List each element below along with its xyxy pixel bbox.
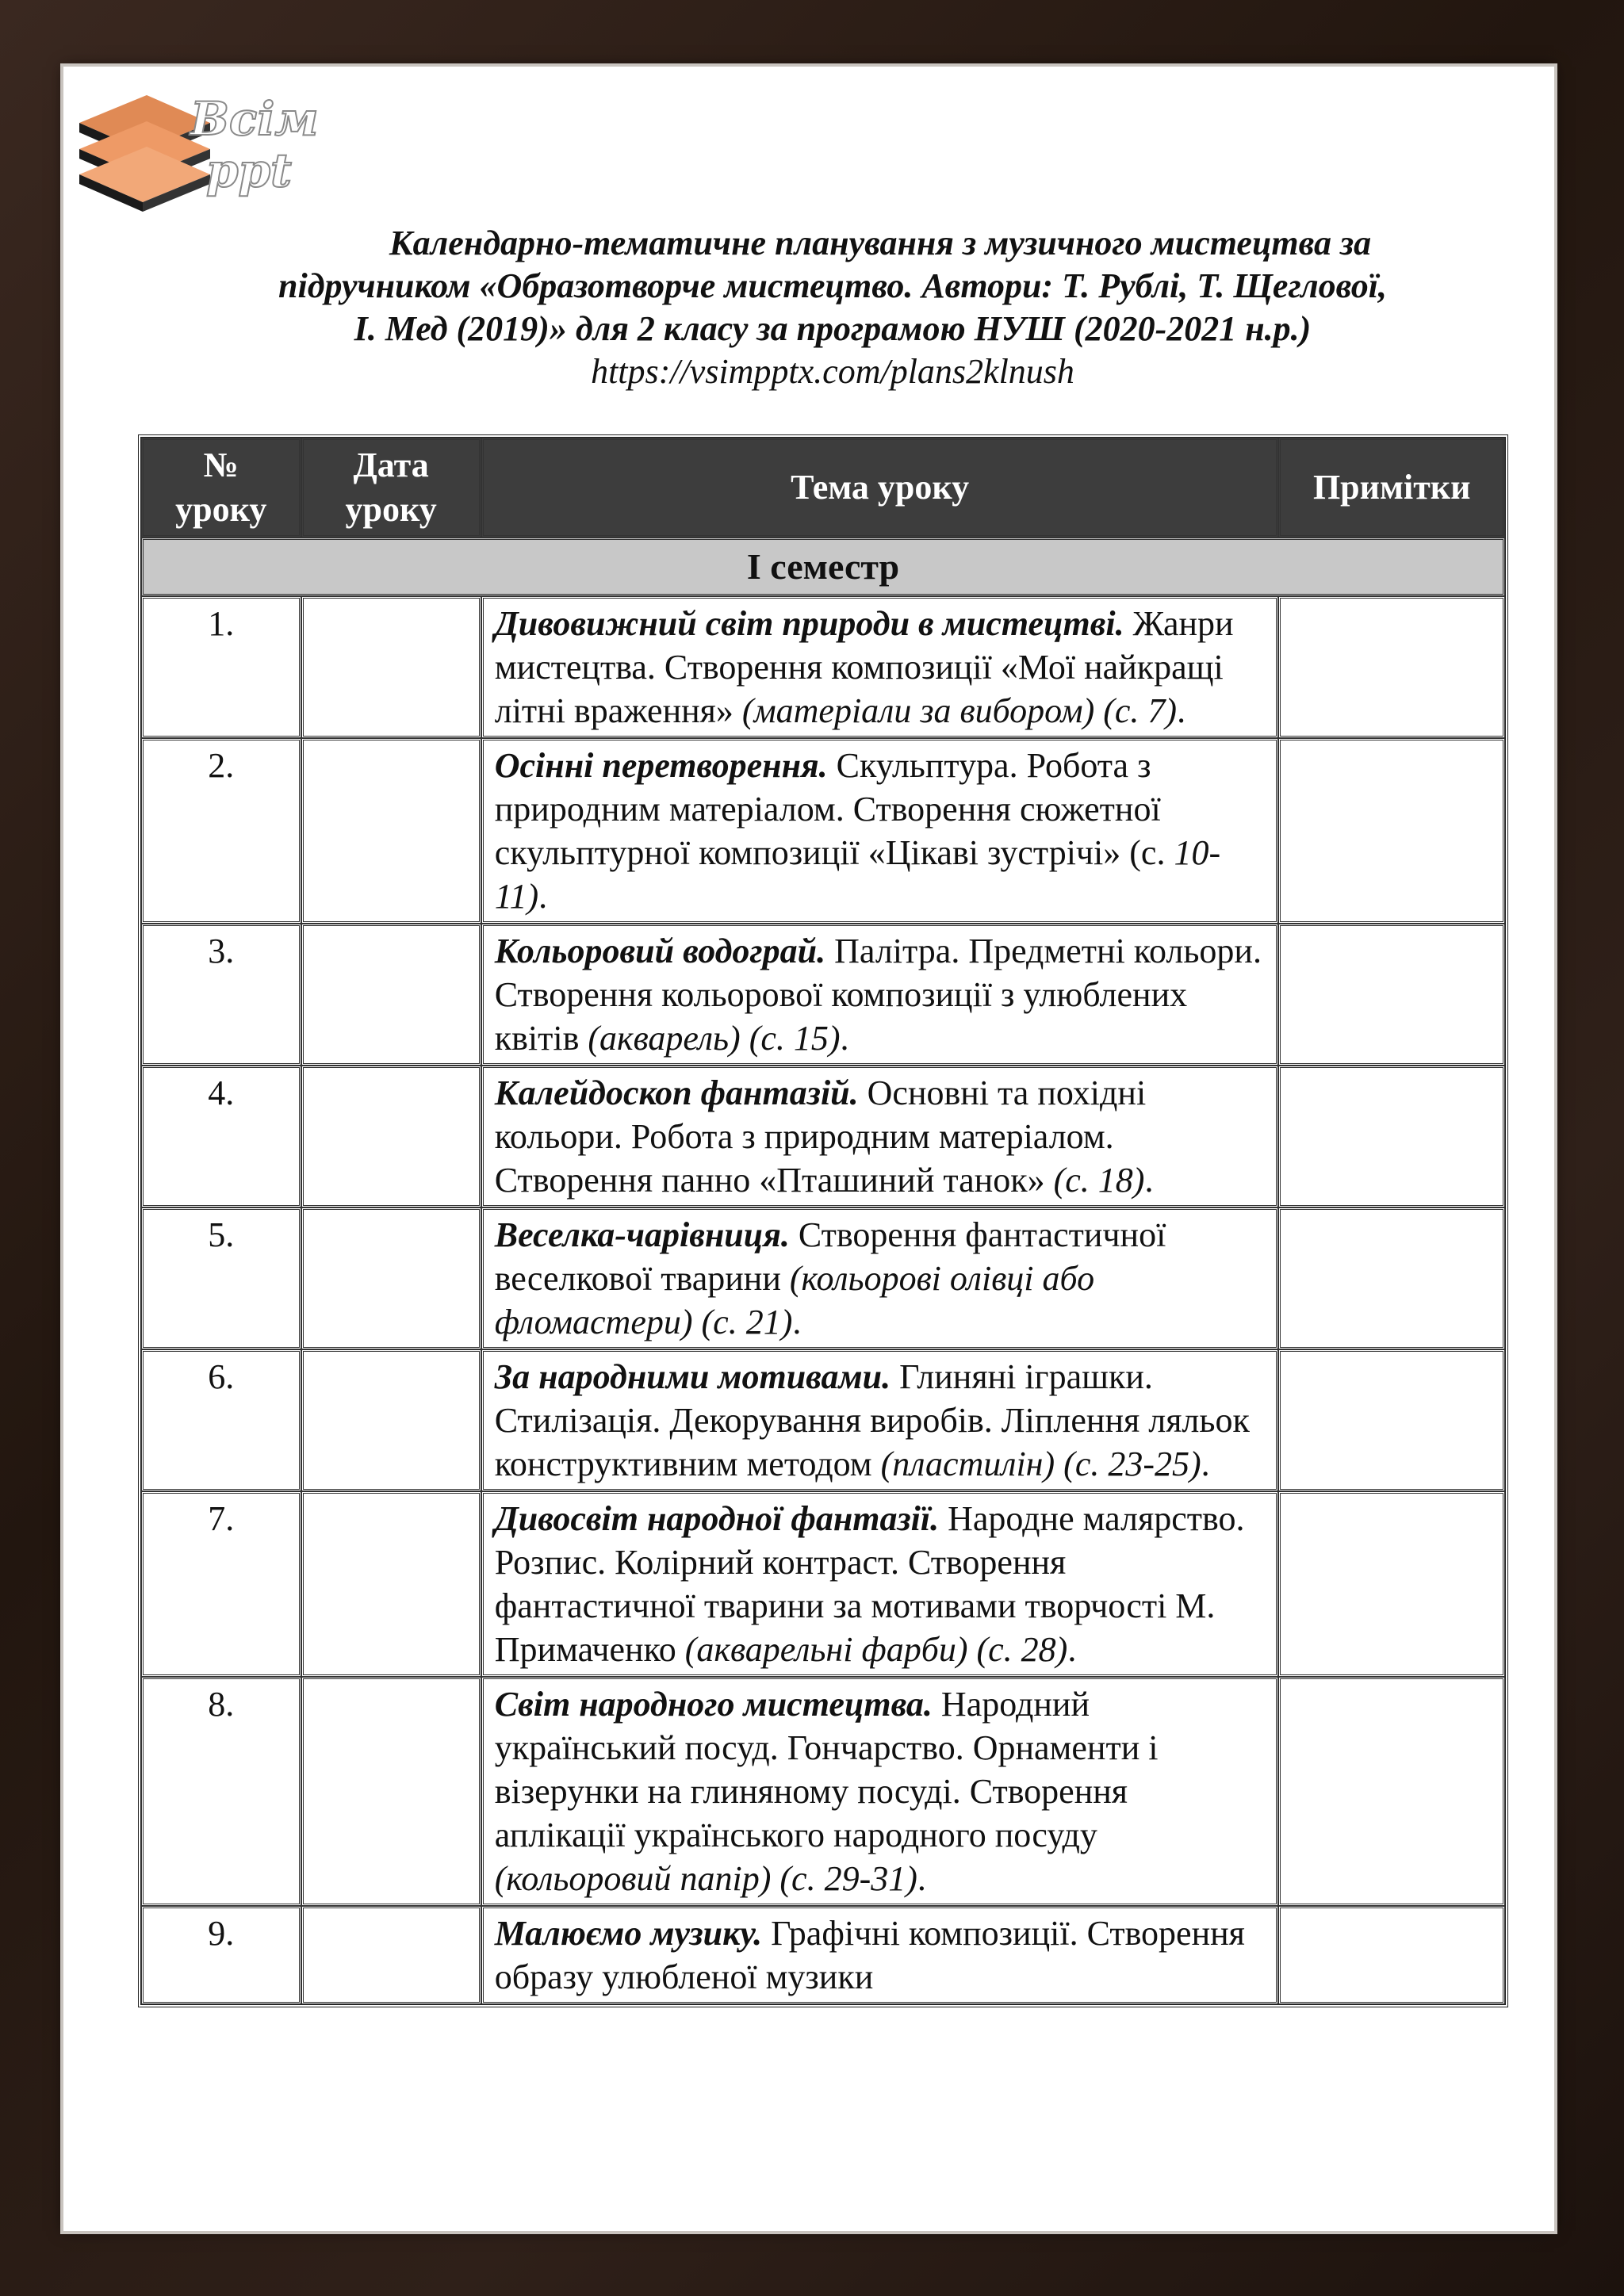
lesson-title: Калейдоскоп фантазій. bbox=[494, 1073, 859, 1112]
lesson-title: Малюємо музику. bbox=[494, 1914, 763, 1953]
lesson-number: 2. bbox=[141, 738, 301, 924]
lesson-materials: (кольорові олівці або фломастери) (с. 21) bbox=[494, 1259, 1095, 1341]
lesson-topic bbox=[481, 1677, 1279, 1906]
lesson-end: . bbox=[538, 877, 548, 916]
title-line-3: І. Мед (2019)» для 2 класу за програмою НУШ (2020-2021 н.р.) bbox=[354, 309, 1312, 348]
lesson-notes bbox=[1278, 738, 1505, 924]
lesson-text: Скульптура. Робота з природним матеріалом. Створення сюжетної скульптурної композиції «Цікаві зустрічі» (с. bbox=[494, 746, 1174, 872]
lesson-materials: (кольоровий папір) (с. 29-31) bbox=[494, 1859, 917, 1898]
col-header-notes: Примітки bbox=[1278, 438, 1505, 538]
lesson-end: . bbox=[792, 1303, 802, 1341]
lesson-topic bbox=[481, 1491, 1279, 1677]
lesson-date bbox=[301, 1066, 481, 1207]
lesson-text: Народне малярство. Розпис. Колірний контраст. Створення фантастичної тварини за мотивами творчості М. Примаченко bbox=[494, 1499, 1245, 1669]
lesson-text: Графічні композиції. Створення образу улюбленої музики bbox=[494, 1914, 1245, 1996]
semester-label: І семестр bbox=[141, 538, 1505, 596]
lesson-text: Народний український посуд. Гончарство. Орнаменти і візерунки на глиняному посуді. Створення аплікації українського народного посуду bbox=[494, 1685, 1159, 1854]
lesson-date bbox=[301, 1207, 481, 1349]
lesson-notes bbox=[1278, 1349, 1505, 1491]
logo-text-2: ppt bbox=[206, 144, 292, 197]
lesson-topic bbox=[481, 596, 1279, 738]
lesson-notes bbox=[1278, 924, 1505, 1066]
lesson-topic bbox=[481, 738, 1279, 924]
lesson-date bbox=[301, 738, 481, 924]
lesson-notes bbox=[1278, 1677, 1505, 1906]
lesson-materials: 10-11) bbox=[494, 833, 1221, 916]
lesson-notes bbox=[1278, 1207, 1505, 1349]
lesson-notes bbox=[1278, 596, 1505, 738]
lesson-notes bbox=[1278, 1491, 1505, 1677]
lesson-materials: (акварельні фарби) (с. 28) bbox=[684, 1630, 1068, 1669]
title-line-2: підручником «Образотворче мистецтво. Автори: Т. Рублі, Т. Щеглової, bbox=[278, 266, 1387, 305]
lesson-title: Кольоровий водограй. bbox=[494, 932, 826, 970]
logo-text-1: Всім bbox=[190, 92, 319, 146]
table-row bbox=[141, 738, 1505, 924]
lesson-end: . bbox=[1177, 691, 1186, 730]
semester-row bbox=[141, 538, 1505, 596]
lesson-text: Жанри мистецтва. Створення композиції «Мої найкращі літні враження» bbox=[494, 604, 1234, 730]
table-header-row bbox=[141, 438, 1505, 538]
table-row bbox=[141, 1491, 1505, 1677]
lesson-plan-table bbox=[138, 434, 1508, 2007]
lesson-text: Глиняні іграшки. Стилізація. Декорування виробів. Ліплення ляльок конструктивним методом bbox=[494, 1357, 1250, 1483]
lesson-text: Створення фантастичної веселкової тварини bbox=[494, 1215, 1166, 1298]
lesson-end: . bbox=[1144, 1161, 1154, 1200]
lesson-topic bbox=[481, 1349, 1279, 1491]
lesson-date bbox=[301, 1491, 481, 1677]
lesson-materials: (пластилін) (с. 23-25) bbox=[880, 1445, 1201, 1483]
lesson-title: Світ народного мистецтва. bbox=[494, 1685, 933, 1724]
lesson-topic bbox=[481, 1066, 1279, 1207]
title-line-1: Календарно-тематичне планування з музичного мистецтва за bbox=[389, 224, 1372, 262]
table-row bbox=[141, 1906, 1505, 2004]
lesson-title: Дивосвіт народної фантазії. bbox=[494, 1499, 940, 1538]
lesson-text: Основні та похідні кольори. Робота з природним матеріалом. Створення панно «Пташиний танок» bbox=[494, 1073, 1147, 1200]
lesson-title: За народними мотивами. bbox=[494, 1357, 891, 1396]
lesson-topic bbox=[481, 1906, 1279, 2004]
lesson-number: 3. bbox=[141, 924, 301, 1066]
col-header-date: Дата уроку bbox=[301, 438, 481, 538]
lesson-title: Дивовижний світ природи в мистецтві. bbox=[494, 604, 1124, 643]
lesson-number: 9. bbox=[141, 1906, 301, 2004]
lesson-end: . bbox=[840, 1019, 849, 1058]
table-row bbox=[141, 596, 1505, 738]
lesson-text: Палітра. Предметні кольори. Створення кольорової композиції з улюблених квітів bbox=[494, 932, 1262, 1058]
lesson-materials: (с. 18) bbox=[1053, 1161, 1145, 1200]
lesson-date bbox=[301, 1677, 481, 1906]
lesson-number: 8. bbox=[141, 1677, 301, 1906]
lesson-date bbox=[301, 924, 481, 1066]
lesson-date bbox=[301, 596, 481, 738]
document-header bbox=[143, 222, 1522, 393]
lesson-date bbox=[301, 1349, 481, 1491]
lesson-end: . bbox=[1201, 1445, 1210, 1483]
lesson-number: 5. bbox=[141, 1207, 301, 1349]
lesson-date bbox=[301, 1906, 481, 2004]
table-row bbox=[141, 1066, 1505, 1207]
lesson-end: . bbox=[917, 1859, 926, 1898]
lesson-notes bbox=[1278, 1906, 1505, 2004]
col-header-number: № уроку bbox=[141, 438, 301, 538]
source-url[interactable]: https://vsimpptx.com/plans2klnush bbox=[591, 352, 1074, 391]
lesson-notes bbox=[1278, 1066, 1505, 1207]
table-row bbox=[141, 924, 1505, 1066]
col-header-topic: Тема уроку bbox=[481, 438, 1279, 538]
lesson-number: 1. bbox=[141, 596, 301, 738]
table-row bbox=[141, 1207, 1505, 1349]
lesson-topic bbox=[481, 1207, 1279, 1349]
lesson-number: 4. bbox=[141, 1066, 301, 1207]
lesson-materials: (матеріали за вибором) (с. 7) bbox=[741, 691, 1178, 730]
lesson-end: . bbox=[1067, 1630, 1077, 1669]
lesson-number: 7. bbox=[141, 1491, 301, 1677]
lesson-topic bbox=[481, 924, 1279, 1066]
lesson-title: Осінні перетворення. bbox=[494, 746, 828, 785]
lesson-materials: (акварель) (с. 15) bbox=[588, 1019, 841, 1058]
table-row bbox=[141, 1349, 1505, 1491]
table-row bbox=[141, 1677, 1505, 1906]
lesson-title: Веселка-чарівниця. bbox=[494, 1215, 790, 1254]
lesson-number: 6. bbox=[141, 1349, 301, 1491]
site-logo bbox=[71, 79, 325, 214]
